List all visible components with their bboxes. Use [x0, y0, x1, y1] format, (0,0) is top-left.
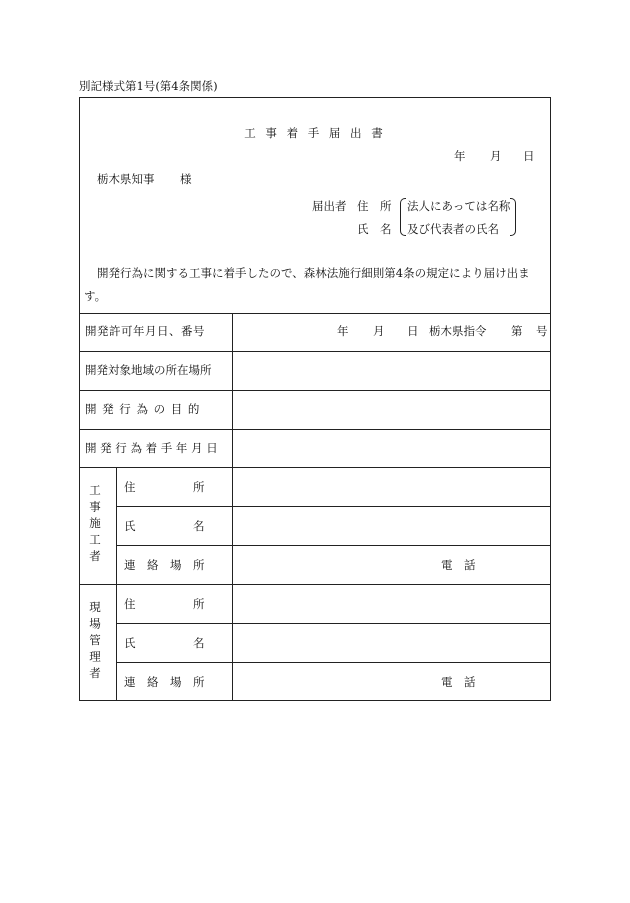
row-divider — [116, 623, 551, 624]
permit-label: 開発許可年月日、番号 — [85, 324, 205, 338]
table-top-border — [79, 313, 551, 314]
note-bracket-open — [400, 198, 406, 236]
form-number: 別記様式第1号(第4条関係) — [79, 79, 218, 93]
permit-day-label: 日 — [407, 324, 419, 338]
site-manager-address-label: 住 所 — [124, 597, 205, 611]
permit-designation: 栃木県指令 — [429, 324, 487, 338]
contractor-contact-label: 連 絡 場 所 — [124, 558, 205, 572]
contractor-phone-label: 電 話 — [441, 558, 476, 572]
row-divider — [79, 429, 551, 430]
row-divider — [79, 584, 551, 585]
row-divider — [116, 506, 551, 507]
permit-number-suffix: 号 — [536, 324, 548, 338]
row-divider — [116, 545, 551, 546]
date-day-label: 日 — [523, 149, 535, 163]
date-year-label: 年 — [454, 149, 466, 163]
site-manager-group-label: 現場管理者 — [88, 601, 102, 684]
permit-month-label: 月 — [373, 324, 385, 338]
contractor-name-label: 氏 名 — [124, 519, 205, 533]
site-manager-phone-label: 電 話 — [441, 675, 476, 689]
statement-line1: 開発行為に関する工事に着手したので、森林法施行細則第4条の規定により届け出ま — [97, 266, 530, 280]
contractor-address-label: 住 所 — [124, 480, 205, 494]
contractor-group-label: 工事施工者 — [88, 484, 102, 567]
location-label: 開発対象地域の所在場所 — [85, 363, 212, 377]
purpose-label: 開 発 行 為 の 目 的 — [85, 402, 201, 416]
permit-number-prefix: 第 — [511, 324, 523, 338]
note-bracket-close — [510, 198, 516, 236]
column-divider — [232, 313, 233, 701]
row-divider — [79, 390, 551, 391]
addressee-honorific: 様 — [180, 172, 192, 186]
notifier-label: 届出者 — [312, 199, 347, 213]
notifier-note-line2: 及び代表者の氏名 — [407, 222, 499, 236]
notifier-name-label: 氏 名 — [357, 222, 392, 236]
document-title: 工 事 着 手 届 出 書 — [244, 126, 386, 140]
notifier-note-line1: 法人にあっては名称 — [407, 199, 511, 213]
group-column-divider — [116, 467, 117, 701]
start-date-label: 開 発 行 為 着 手 年 月 日 — [85, 441, 218, 455]
date-month-label: 月 — [490, 149, 502, 163]
row-divider — [79, 351, 551, 352]
statement-line2: す。 — [84, 289, 107, 303]
addressee-name: 栃木県知事 — [97, 172, 155, 186]
site-manager-contact-label: 連 絡 場 所 — [124, 675, 205, 689]
permit-year-label: 年 — [337, 324, 349, 338]
site-manager-name-label: 氏 名 — [124, 636, 205, 650]
row-divider — [116, 662, 551, 663]
notifier-address-label: 住 所 — [357, 199, 392, 213]
row-divider — [79, 467, 551, 468]
